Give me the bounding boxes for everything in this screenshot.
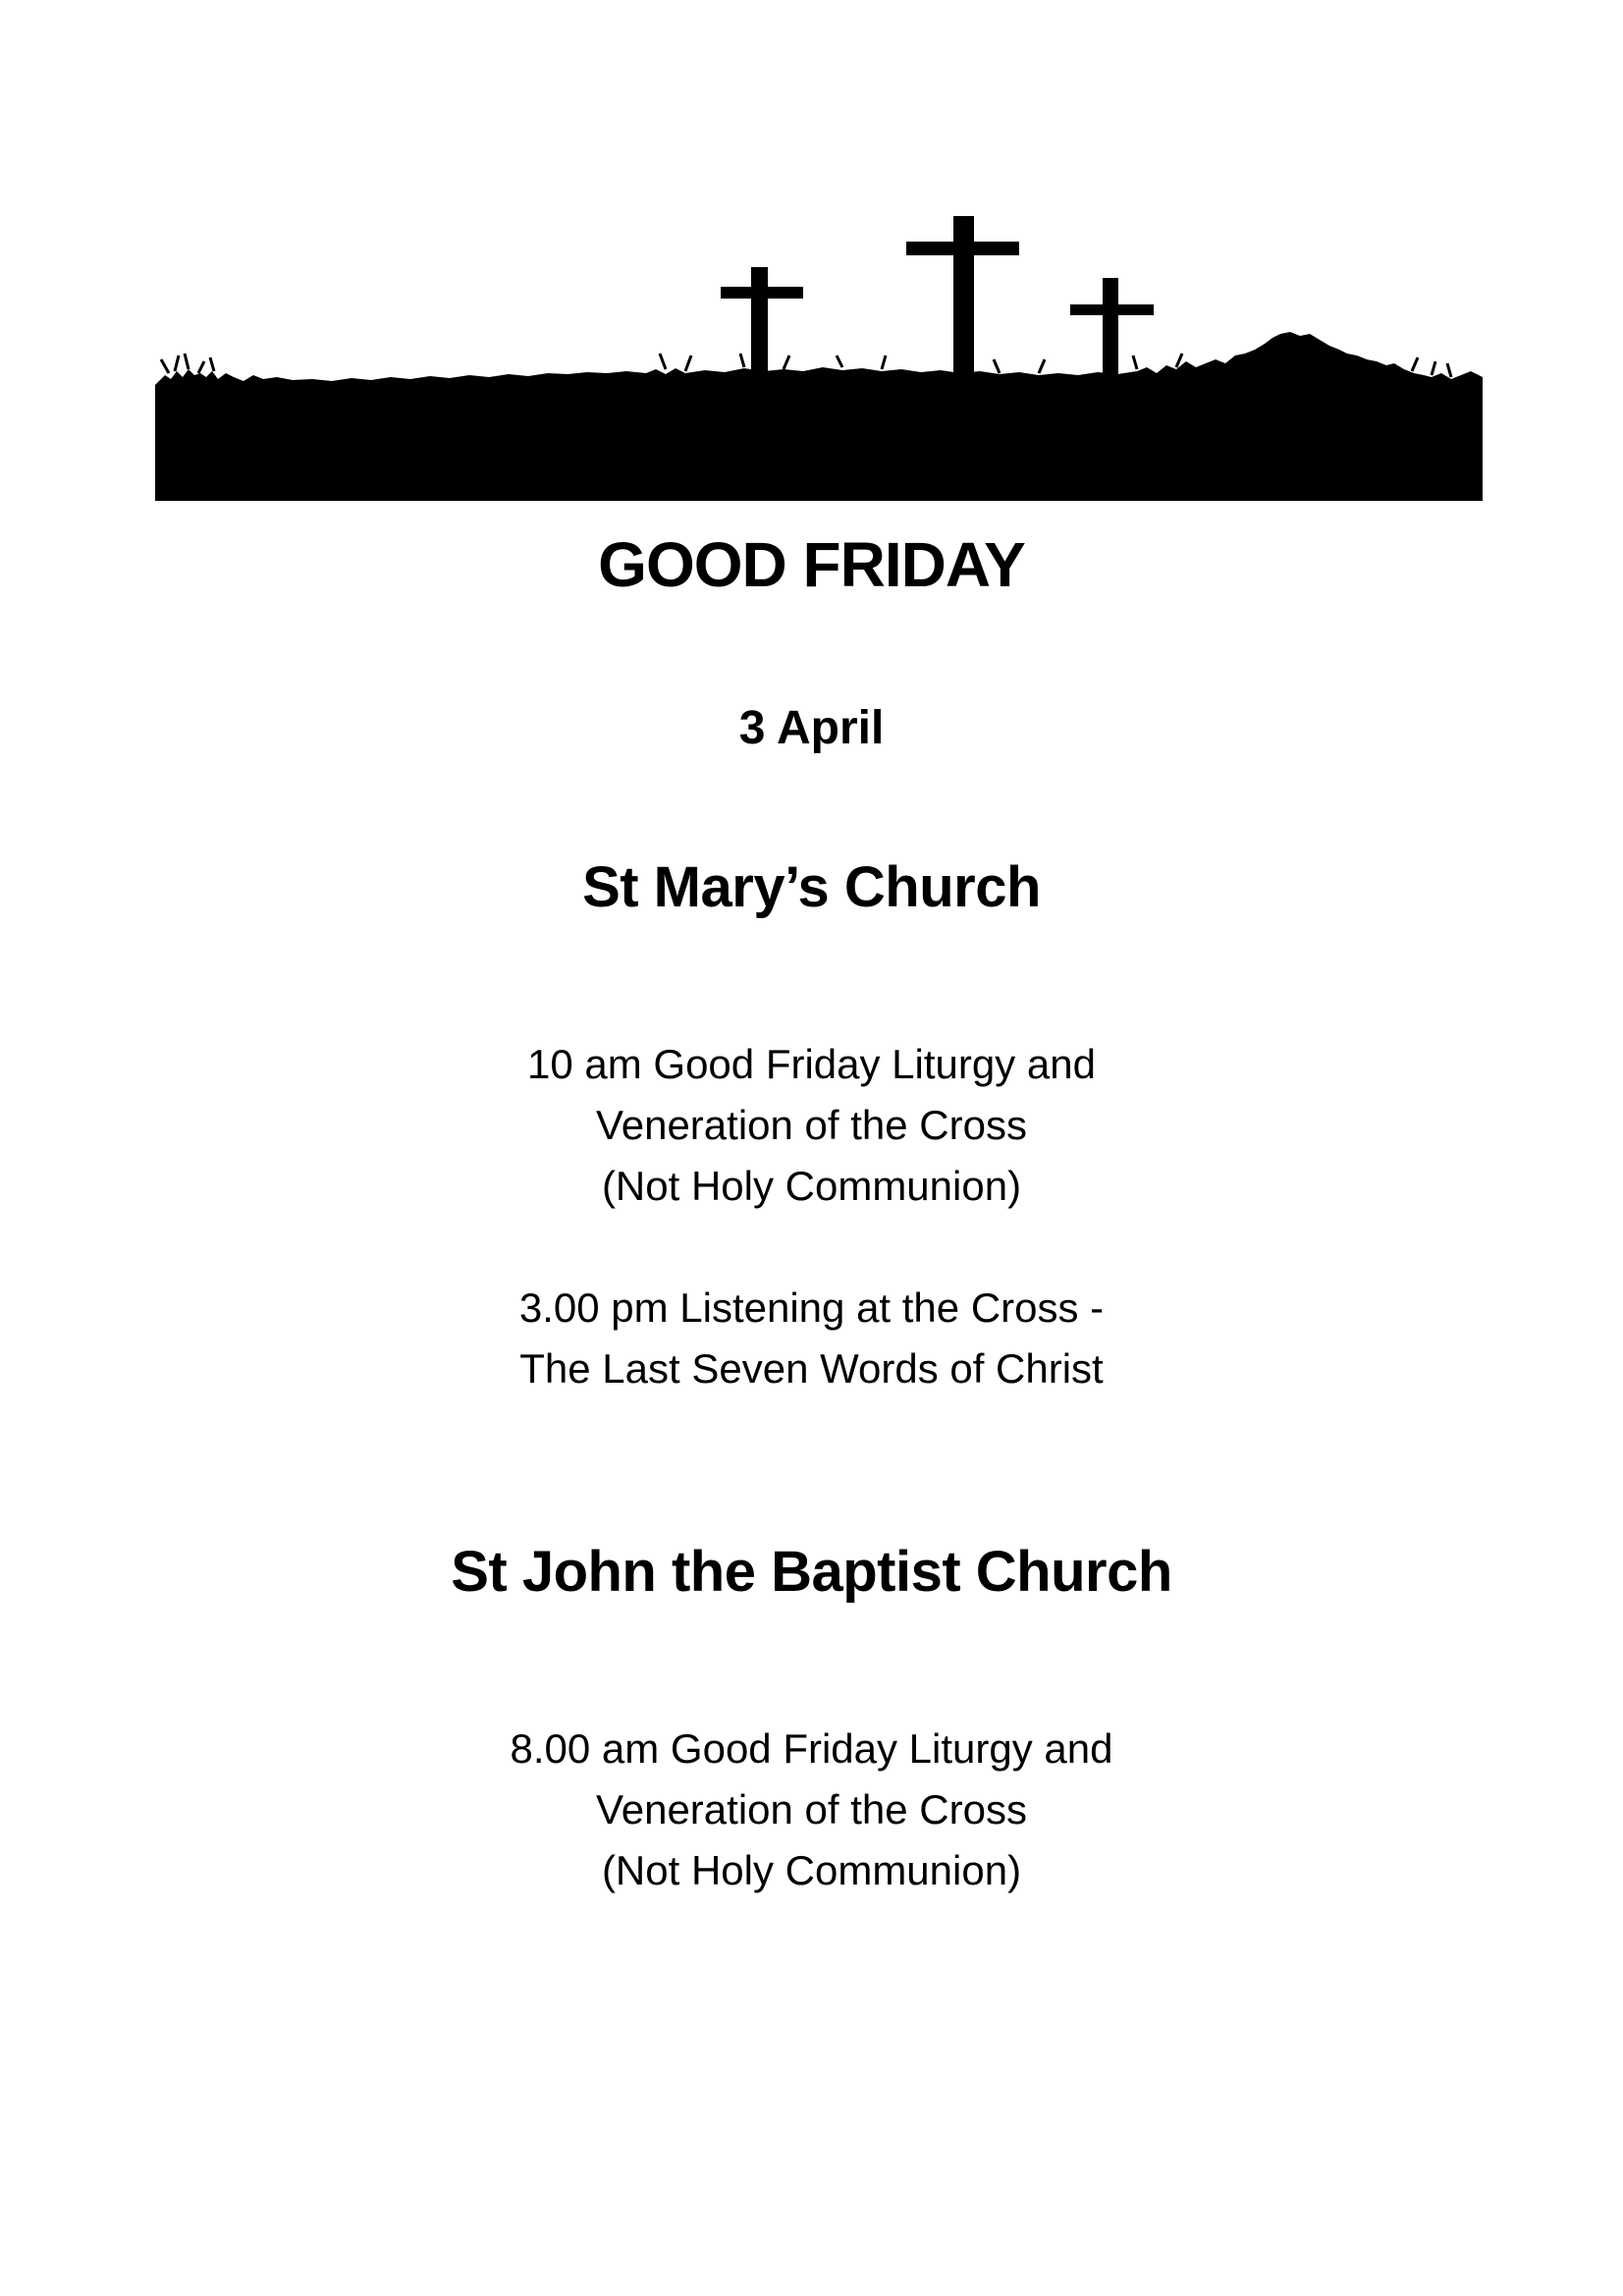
service-line: (Not Holy Communion) (601, 1847, 1022, 1893)
service-line: 8.00 am Good Friday Liturgy and (510, 1725, 1113, 1772)
service-listing (0, 1719, 1623, 1901)
service-line: Veneration of the Cross (596, 1786, 1027, 1832)
church-name-st-john-the-baptist: St John the Baptist Church (451, 1540, 1172, 1604)
service-line: Veneration of the Cross (596, 1102, 1027, 1148)
service-line: 3.00 pm Listening at the Cross - (518, 1285, 1105, 1331)
service-listing (0, 1034, 1623, 1217)
calvary-silhouette-image (155, 206, 1483, 501)
service-line: (Not Holy Communion) (601, 1163, 1022, 1209)
page-title: GOOD FRIDAY (598, 529, 1025, 600)
church-name-st-marys: St Mary’s Church (582, 855, 1041, 919)
service-line: The Last Seven Words of Christ (519, 1345, 1104, 1392)
event-date: 3 April (738, 702, 885, 754)
service-line: 10 am Good Friday Liturgy and (527, 1041, 1096, 1087)
service-listing (0, 1278, 1623, 1399)
